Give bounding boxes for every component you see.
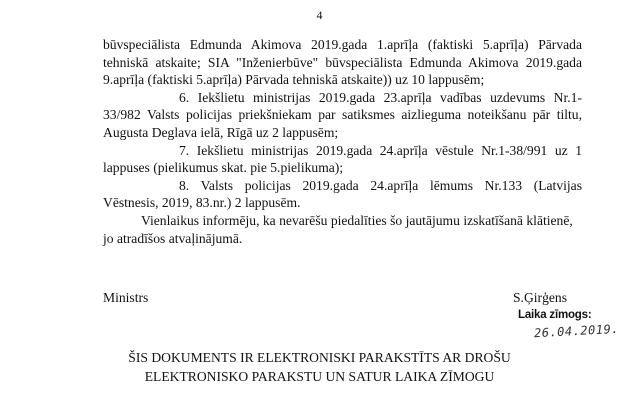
item-number: 8.	[179, 177, 190, 193]
continuation-line-1: būvspeciālista Edmunda Akimova 2019.gada 1.aprīļa (faktiski 5.aprīļa) Pārvada	[103, 37, 582, 52]
absence-notice	[103, 212, 582, 248]
list-item	[103, 177, 582, 212]
item-text: Valsts policijas 2019.gada 24.aprīļa lēmums Nr.133 (Latvijas Vēstnesis, 2019, 83.nr.) 2 lappusēm.	[103, 177, 583, 211]
list-item	[103, 142, 582, 177]
footer-line-1: ŠIS DOKUMENTS IR ELEKTRONISKI PARAKSTĪTS AR DROŠU	[128, 350, 511, 365]
continuation-line-2: tehniskā atskaite; SIA "Inženierbūve" būvspeciālista Edmunda Akimova	[103, 54, 519, 70]
continuation-line-3: 2019.gada 9.aprīļa (faktiski 5.aprīļa) Pārvada tehniskā atskaite)) uz 10 lappusēm;	[103, 54, 583, 88]
item-number: 7.	[179, 142, 190, 158]
timestamp-date: 26.04.2019.	[533, 321, 620, 341]
item-number: 6.	[179, 89, 190, 105]
attachment-list	[103, 36, 582, 212]
list-item	[103, 89, 582, 142]
e-signature-notice	[0, 348, 639, 386]
item-text: Iekšlietu ministrijas 2019.gada 24.aprīļa vēstule Nr.1-38/991 uz 1 lappuses (pielikumus skat. pie 5.pielikuma);	[103, 142, 582, 176]
signer-name: S.Ģirģens	[513, 290, 567, 305]
timestamp-label: Laika zīmogs:	[518, 309, 592, 321]
notice-line-2: jo atradīšos atvaļinājumā.	[103, 231, 243, 246]
footer-line-2: ELEKTRONISKO PARAKSTU UN SATUR LAIKA ZĪMOGU	[144, 369, 495, 384]
notice-line-1: Vienlaikus informēju, ka nevarēšu piedalīties šo jautājumu izskatīšanā klātienē,	[141, 213, 573, 228]
page-number: 4	[316, 8, 323, 22]
continuation-paragraph	[103, 36, 582, 89]
signer-title: Ministrs	[103, 290, 149, 305]
item-text: Iekšlietu ministrijas 2019.gada 23.aprīļa vadības uzdevums Nr.1-33/982 Valsts policijas priekšniekam par satiksmes aizlieguma noteikšanu pār tiltu, Augusta Deglava ielā, Rīgā uz 2 lappusēm;	[103, 89, 582, 140]
